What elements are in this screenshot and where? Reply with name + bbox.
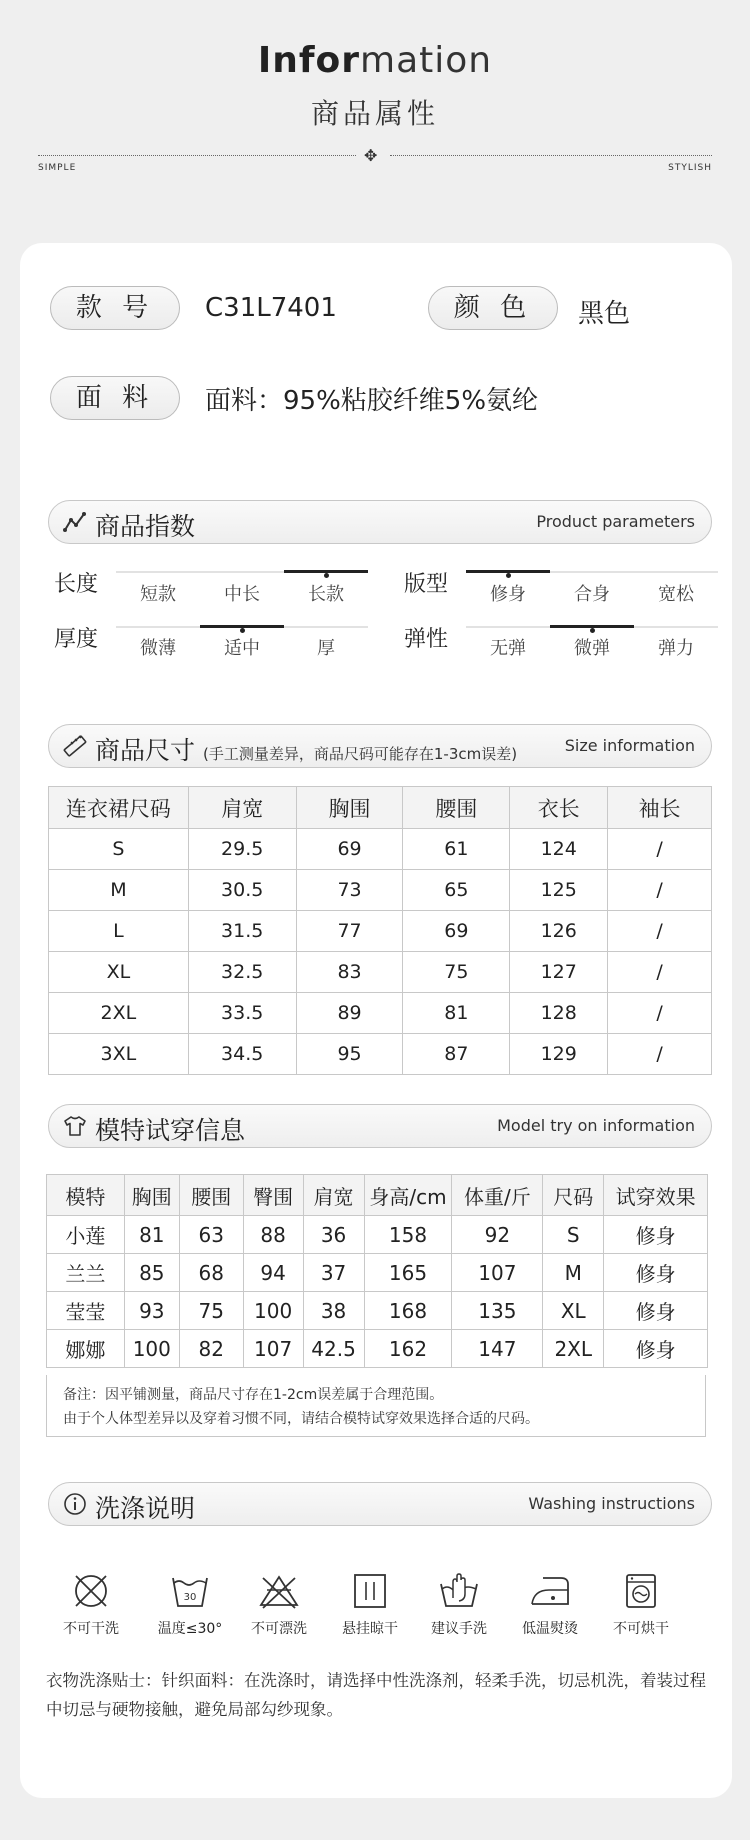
model-cell: 94 — [243, 1254, 303, 1292]
size-cell: / — [608, 870, 712, 911]
size-cell: / — [608, 829, 712, 870]
model-header-cell: 身高/cm — [364, 1175, 452, 1216]
model-cell: 兰兰 — [47, 1254, 125, 1292]
model-cell: 81 — [124, 1216, 179, 1254]
wash-item-wash-30 — [145, 1572, 235, 1638]
page-title: Information — [257, 40, 493, 81]
hand-wash-icon — [437, 1572, 481, 1610]
model-cell: 107 — [243, 1330, 303, 1368]
model-table — [46, 1174, 708, 1368]
wash-label: 不可干洗 — [63, 1621, 119, 1637]
wash-item-no-dry-clean — [46, 1572, 136, 1638]
param-option: 无弹 — [490, 638, 526, 659]
no-tumble-dry-icon — [621, 1572, 661, 1610]
no-bleach-icon — [259, 1572, 299, 1610]
param-option: 修身 — [490, 584, 526, 605]
line-chart-icon — [63, 510, 87, 534]
param-option: 中长 — [224, 584, 260, 605]
wash-item-hang-dry — [325, 1572, 415, 1638]
size-cell: 75 — [403, 952, 510, 993]
model-title: 模特试穿信息 — [95, 1116, 246, 1145]
size-cell: 30.5 — [188, 870, 296, 911]
divider-right — [390, 155, 712, 156]
wash-label: 建议手洗 — [431, 1621, 487, 1637]
table-row — [47, 1292, 708, 1330]
param-option: 长款 — [308, 584, 344, 605]
size-cell: 3XL — [49, 1034, 189, 1075]
model-cell: 100 — [124, 1330, 179, 1368]
size-note: (手工测量差异，商品尺码可能存在1-3cm误差) — [203, 745, 518, 763]
table-row — [49, 1034, 712, 1075]
model-number-value: C31L7401 — [205, 293, 337, 323]
size-header-cell: 肩宽 — [188, 787, 296, 829]
param-option: 微薄 — [140, 638, 176, 659]
size-cell: XL — [49, 952, 189, 993]
model-header-cell: 臀围 — [243, 1175, 303, 1216]
param-option: 适中 — [224, 638, 260, 659]
model-cell: 147 — [452, 1330, 543, 1368]
wash-section-header — [48, 1482, 712, 1526]
size-cell: 129 — [510, 1034, 608, 1075]
model-cell: 修身 — [604, 1330, 708, 1368]
info-icon — [63, 1492, 87, 1516]
params-title: 商品指数 — [95, 512, 196, 541]
low-iron-icon — [529, 1572, 571, 1610]
wash-item-low-iron — [505, 1572, 595, 1638]
model-table-header — [47, 1175, 708, 1216]
size-cell: 83 — [296, 952, 403, 993]
param-label: 版型 — [404, 572, 449, 597]
size-cell: M — [49, 870, 189, 911]
model-cell: 107 — [452, 1254, 543, 1292]
model-cell: 75 — [179, 1292, 243, 1330]
param-option: 宽松 — [658, 584, 694, 605]
model-header-cell: 腰围 — [179, 1175, 243, 1216]
model-cell: 莹莹 — [47, 1292, 125, 1330]
divider-left — [38, 155, 356, 156]
wash-item-no-tumble-dry — [596, 1572, 686, 1638]
model-cell: 修身 — [604, 1292, 708, 1330]
size-cell: 73 — [296, 870, 403, 911]
size-cell: 77 — [296, 911, 403, 952]
tag-simple: SIMPLE — [38, 163, 77, 173]
size-cell: / — [608, 993, 712, 1034]
params-section-header — [48, 500, 712, 544]
size-header-cell: 袖长 — [608, 787, 712, 829]
size-cell: 34.5 — [188, 1034, 296, 1075]
model-cell: 38 — [303, 1292, 364, 1330]
table-row — [49, 911, 712, 952]
size-header-cell: 腰围 — [403, 787, 510, 829]
size-cell: / — [608, 911, 712, 952]
model-cell: 100 — [243, 1292, 303, 1330]
param-option: 弹力 — [658, 638, 694, 659]
wash-label: 不可漂洗 — [251, 1621, 307, 1637]
model-cell: 63 — [179, 1216, 243, 1254]
model-cell: 135 — [452, 1292, 543, 1330]
model-cell: 92 — [452, 1216, 543, 1254]
size-cell: 69 — [296, 829, 403, 870]
note-line-2: 由于个人体型差异以及穿着习惯不同，请结合模特试穿效果选择合适的尺码。 — [63, 1411, 539, 1427]
model-cell: 42.5 — [303, 1330, 364, 1368]
model-cell: 85 — [124, 1254, 179, 1292]
wash-label: 温度≤30° — [157, 1621, 223, 1637]
size-cell: 2XL — [49, 993, 189, 1034]
page-subtitle: 商品属性 — [310, 97, 439, 130]
size-cell: 33.5 — [188, 993, 296, 1034]
hang-dry-icon — [350, 1572, 390, 1610]
wash-30-icon — [170, 1572, 210, 1610]
params-title-en: Product parameters — [536, 512, 695, 531]
param-option: 微弹 — [574, 638, 610, 659]
table-row — [49, 993, 712, 1034]
size-section-header — [48, 724, 712, 768]
color-value: 黑色 — [578, 299, 631, 329]
size-cell: 127 — [510, 952, 608, 993]
model-cell: 88 — [243, 1216, 303, 1254]
param-label: 长度 — [54, 572, 99, 597]
model-cell: 165 — [364, 1254, 452, 1292]
model-cell: 158 — [364, 1216, 452, 1254]
cross-ornament-icon: ✥ — [364, 146, 378, 165]
size-cell: 65 — [403, 870, 510, 911]
size-cell: 124 — [510, 829, 608, 870]
table-row — [49, 952, 712, 993]
model-header-cell: 胸围 — [124, 1175, 179, 1216]
model-title-en: Model try on information — [497, 1116, 695, 1135]
model-cell: 162 — [364, 1330, 452, 1368]
model-header-cell: 尺码 — [543, 1175, 604, 1216]
model-cell: 168 — [364, 1292, 452, 1330]
wash-item-no-bleach — [234, 1572, 324, 1638]
param-label: 弹性 — [404, 627, 449, 652]
param-selected-dot — [240, 628, 245, 633]
param-option: 短款 — [140, 584, 176, 605]
wash-label: 低温熨烫 — [522, 1621, 578, 1637]
size-cell: 61 — [403, 829, 510, 870]
param-selected-dot — [590, 628, 595, 633]
model-cell: M — [543, 1254, 604, 1292]
size-cell: 69 — [403, 911, 510, 952]
ruler-icon — [63, 734, 87, 758]
size-header-cell: 连衣裙尺码 — [49, 787, 189, 829]
model-cell: 小莲 — [47, 1216, 125, 1254]
model-cell: 娜娜 — [47, 1330, 125, 1368]
size-header-cell: 衣长 — [510, 787, 608, 829]
wash-item-hand-wash — [414, 1572, 504, 1638]
param-option: 厚 — [317, 638, 335, 659]
model-cell: S — [543, 1216, 604, 1254]
model-cell: 82 — [179, 1330, 243, 1368]
wash-label: 不可烘干 — [613, 1621, 669, 1637]
param-selected-dot — [506, 573, 511, 578]
tag-stylish: STYLISH — [668, 163, 712, 173]
size-title: 商品尺寸 (手工测量差异，商品尺码可能存在1-3cm误差) — [95, 736, 518, 765]
size-table — [48, 786, 712, 1075]
wash-title: 洗涤说明 — [95, 1494, 196, 1523]
table-row — [47, 1216, 708, 1254]
size-cell: 128 — [510, 993, 608, 1034]
table-row — [47, 1254, 708, 1292]
size-cell: 89 — [296, 993, 403, 1034]
size-cell: 81 — [403, 993, 510, 1034]
table-row — [47, 1330, 708, 1368]
wash-tip: 衣物洗涤贴士：针织面料：在洗涤时，请选择中性洗涤剂，轻柔手洗，切忌机洗，着装过程中切忌与硬物接触，避免局部勾纱现象。 — [46, 1671, 706, 1719]
size-cell: L — [49, 911, 189, 952]
size-table-header — [49, 787, 712, 829]
size-cell: / — [608, 952, 712, 993]
model-header-cell: 模特 — [47, 1175, 125, 1216]
fabric-label: 面 料 — [50, 376, 180, 420]
no-dry-clean-icon — [71, 1572, 111, 1610]
size-cell: 32.5 — [188, 952, 296, 993]
model-header-cell: 试穿效果 — [604, 1175, 708, 1216]
table-row — [49, 870, 712, 911]
model-cell: 68 — [179, 1254, 243, 1292]
model-cell: 93 — [124, 1292, 179, 1330]
size-cell: 29.5 — [188, 829, 296, 870]
model-number-label: 款 号 — [50, 286, 180, 330]
model-header-cell: 体重/斤 — [452, 1175, 543, 1216]
model-cell: 36 — [303, 1216, 364, 1254]
size-cell: S — [49, 829, 189, 870]
size-header-cell: 胸围 — [296, 787, 403, 829]
param-option: 合身 — [574, 584, 610, 605]
size-cell: 126 — [510, 911, 608, 952]
model-header-cell: 肩宽 — [303, 1175, 364, 1216]
note-line-1: 备注：因平铺测量，商品尺寸存在1-2cm误差属于合理范围。 — [63, 1387, 444, 1403]
wash-title-en: Washing instructions — [528, 1494, 695, 1513]
wash-temp-badge: 30 — [183, 1592, 197, 1603]
size-cell: / — [608, 1034, 712, 1075]
param-label: 厚度 — [54, 627, 99, 652]
size-cell: 87 — [403, 1034, 510, 1075]
model-cell: 37 — [303, 1254, 364, 1292]
param-selected-dot — [324, 573, 329, 578]
table-row — [49, 829, 712, 870]
size-cell: 95 — [296, 1034, 403, 1075]
size-cell: 31.5 — [188, 911, 296, 952]
model-note — [46, 1375, 706, 1437]
size-title-en: Size information — [564, 736, 695, 755]
model-cell: 修身 — [604, 1254, 708, 1292]
model-cell: XL — [543, 1292, 604, 1330]
tshirt-icon — [63, 1114, 87, 1138]
fabric-value: 面料：95%粘胶纤维5%氨纶 — [205, 386, 539, 416]
color-label: 颜 色 — [428, 286, 558, 330]
model-cell: 2XL — [543, 1330, 604, 1368]
model-cell: 修身 — [604, 1216, 708, 1254]
wash-label: 悬挂晾干 — [342, 1621, 398, 1637]
size-cell: 125 — [510, 870, 608, 911]
model-section-header — [48, 1104, 712, 1148]
